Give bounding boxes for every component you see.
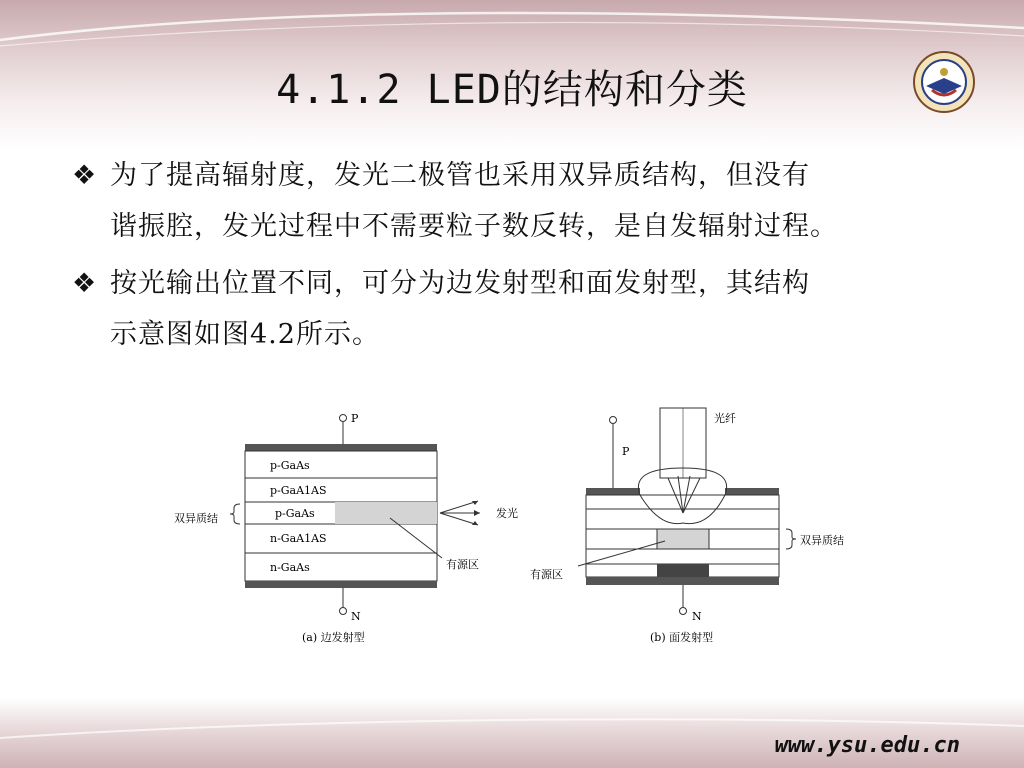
- surface-n-label: N: [692, 610, 702, 623]
- bullet-1: [72, 150, 972, 252]
- surface-bracket-label: 双异质结: [800, 534, 844, 547]
- fiber-label: 光纤: [714, 412, 736, 425]
- edge-active-label: 有源区: [446, 558, 479, 571]
- surface-caption: (b) 面发射型: [650, 631, 714, 644]
- edge-active-region: [335, 502, 437, 524]
- university-logo: [912, 50, 976, 114]
- edge-caption: (a) 边发射型: [302, 631, 365, 644]
- slide-title: 4.1.2 LED的结构和分类: [276, 67, 748, 113]
- bullet-2-line-1: 按光输出位置不同，可分为边发射型和面发射型，其结构: [110, 268, 810, 299]
- bullet-2: [72, 258, 972, 360]
- edge-light-label: 发光: [496, 507, 518, 520]
- bullet-1-line-2: 谐振腔，发光过程中不需要粒子数反转，是自发辐射过程。: [110, 211, 838, 242]
- edge-layer-3: p-GaAs: [275, 507, 315, 520]
- surface-bottom-contact-window: [657, 564, 709, 577]
- surface-active-label: 有源区: [530, 568, 563, 581]
- surface-p-label: P: [622, 445, 630, 458]
- edge-p-label: P: [351, 412, 359, 425]
- edge-layer-5: n-GaAs: [270, 561, 310, 574]
- bullet-1-line-1: 为了提高辐射度，发光二极管也采用双异质结构，但没有: [110, 160, 810, 191]
- edge-layer-2: p-GaA1AS: [270, 484, 327, 497]
- bullet-mark: ❖: [72, 160, 98, 191]
- surface-active-region: [657, 529, 709, 549]
- bullet-mark: ❖: [72, 268, 98, 299]
- bullet-2-line-2: 示意图如图4.2所示。: [110, 319, 380, 350]
- edge-n-label: N: [351, 610, 361, 623]
- figure-4-2: [160, 398, 880, 658]
- edge-layer-4: n-GaA1AS: [270, 532, 327, 545]
- edge-bracket-label: 双异质结: [174, 512, 218, 525]
- footer-url: www.ysu.edu.cn: [774, 733, 960, 758]
- edge-layer-1: p-GaAs: [270, 459, 310, 472]
